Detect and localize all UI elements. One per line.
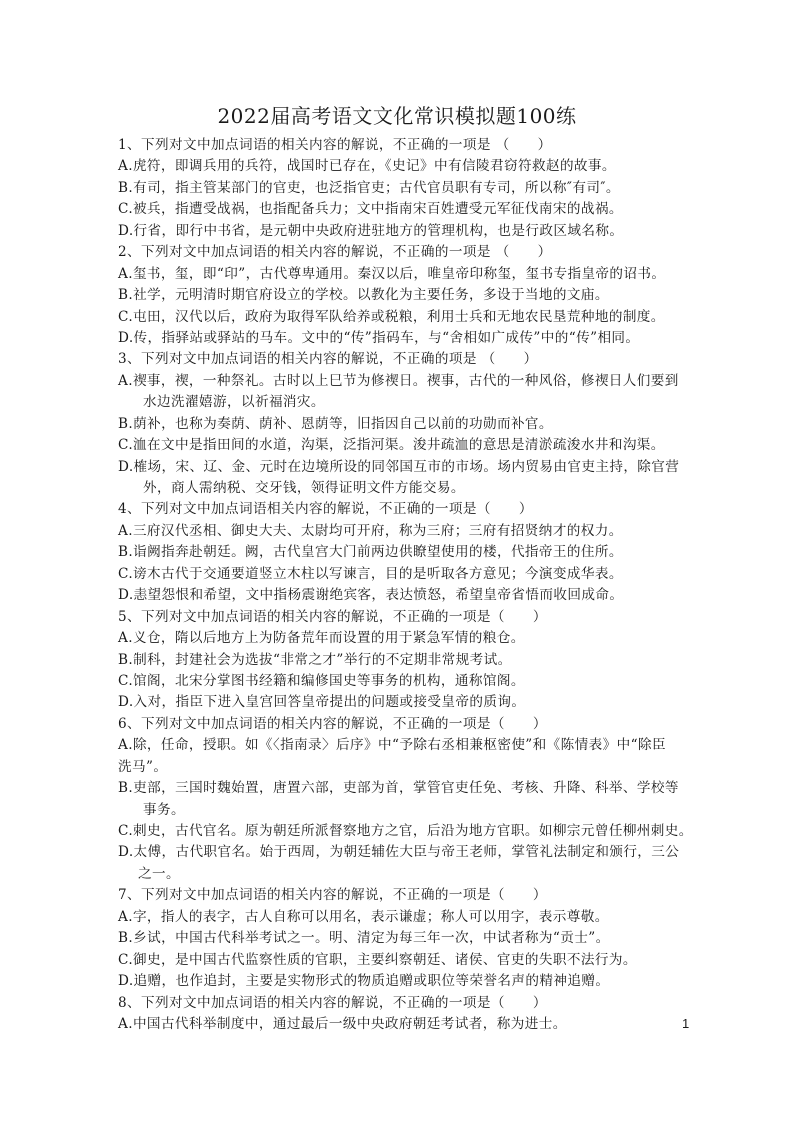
document-body	[118, 135, 708, 1035]
answer-option: C.馆阁，北宋分掌图书经籍和编修国史等事务的机构，通称馆阁。	[118, 672, 525, 689]
option-continuation: 之一。	[138, 865, 180, 882]
answer-option: A.义仓，隋以后地方上为防备荒年而设置的用于紧急军情的粮仓。	[118, 630, 525, 647]
answer-option: C.刺史，古代官名。原为朝廷所派督察地方之官，后沿为地方官职。如柳宗元曾任柳州刺史。	[118, 823, 693, 839]
question-stem: 4、下列对文中加点词语相关内容的解说，不正确的一项是（ ）	[118, 501, 533, 518]
option-continuation: 水边洗濯嬉游，以祈福消灾。	[143, 394, 325, 411]
question-stem: 5、下列对文中加点词语的相关内容的解说，不正确的一项是（ ）	[118, 608, 547, 625]
question-stem: 6、下列对文中加点词语的相关内容的解说，不正确的一项是（ ）	[118, 715, 547, 732]
answer-option: C.谤木古代于交通要道竖立木柱以写谏言，目的是听取各方意见；今演变成华表。	[118, 565, 623, 582]
answer-option: B.有司，指主管某部门的官吏，也泛指官吏；古代官员职有专司，所以称″有司″。	[118, 179, 620, 196]
answer-option: A.禊事，禊，一种祭礼。古时以上巳节为修禊日。禊事，古代的一种风俗，修禊日人们要到	[118, 372, 679, 389]
answer-option: A.除，任命，授职。如《〈指南录〉后序》中“予除右丞相兼枢密使”和《陈情表》中“除臣	[118, 737, 666, 754]
answer-option: B.吏部，三国时魏始置，唐置六部，吏部为首，掌管官吏任免、考核、升降、科举、学校等	[118, 780, 679, 797]
answer-option: B.诣阙指奔赴朝廷。阙，古代皇宫大门前两边供瞭望使用的楼，代指帝王的住所。	[118, 544, 623, 561]
option-continuation: 外，商人需纳税、交牙钱，领得证明文件方能交易。	[143, 480, 465, 496]
question-stem: 1、下列对文中加点词语的相关内容的解说，不正确的一项是 （ ）	[118, 137, 552, 153]
answer-option: A.虎符，即调兵用的兵符，战国时已存在，《史记》中有信陵君窃符救赵的故事。	[118, 158, 616, 175]
answer-option: D.恚望怨恨和希望，文中指杨震谢绝宾客，表达愤怒，希望皇帝省悟而收回成命。	[118, 587, 624, 604]
answer-option: D.行省，即行中书省，是元朝中央政府进驻地方的管理机构，也是行政区域名称。	[118, 222, 624, 239]
answer-option: B.社学，元明清时期官府设立的学校。以教化为主要任务，多设于当地的文庙。	[118, 287, 609, 304]
answer-option: D.入对，指臣下进入皇宫回答皇帝提出的问题或接受皇帝的质询。	[118, 694, 526, 711]
option-continuation: 事务。	[143, 801, 185, 818]
question-stem: 2、下列对文中加点词语的相关内容的解说，不正确的一项是 （ ）	[118, 244, 552, 261]
answer-option: B.荫补，也称为奏荫、荫补、恩荫等，旧指因自己以前的功勋而补官。	[118, 415, 553, 432]
question-stem: 8、下列对文中加点词语的相关内容的解说，不正确的一项是（ ）	[118, 994, 547, 1011]
answer-option: C.被兵，指遭受战祸，也指配备兵力；文中指南宋百姓遭受元军征伐南宋的战祸。	[118, 201, 623, 218]
document-title: 2022届高考语文文化常识模拟题100练	[217, 104, 577, 128]
answer-option: A.玺书，玺，即“印”，古代尊卑通用。秦汉以后，唯皇帝印称玺，玺书专指皇帝的诏书。	[118, 265, 666, 282]
answer-option: B.制科，封建社会为选拔“非常之才”举行的不定期非常规考试。	[118, 651, 512, 668]
answer-option: D.太傅，古代职官名。始于西周，为朝廷辅佐大臣与帝王老师，掌管礼法制定和颁行，三公	[118, 844, 680, 861]
answer-option: 洗马”。	[118, 758, 168, 775]
answer-option: A.中国古代科举制度中，通过最后一级中央政府朝廷考试者，称为进士。	[118, 1015, 567, 1032]
answer-option: D.追赠，也作追封，主要是实物形式的物质追赠或职位等荣誉名声的精神追赠。	[118, 973, 610, 990]
answer-option: D.传，指驿站或驿站的马车。文中的“传”指码车，与“舍相如广成传”中的“传”相同。	[118, 329, 640, 346]
question-stem: 3、下列对文中加点词语的相关内容的解说，不正确的项是 （ ）	[118, 351, 538, 368]
answer-option: D.榷场，宋、辽、金、元时在边境所设的同邻国互市的市场。场内贸易由官吏主持，除官营	[118, 458, 680, 475]
answer-option: C.屯田，汉代以后，政府为取得军队给养或税粮，利用士兵和无地农民垦荒种地的制度。	[118, 308, 665, 325]
question-stem: 7、下列对文中加点词语的相关内容的解说，不正确的一项是（ ）	[118, 887, 547, 904]
answer-option: C.洫在文中是指田间的水道，沟渠，泛指河渠。浚井疏洫的意思是清淤疏浚水井和沟渠。	[118, 437, 665, 454]
answer-option: C.御史，是中国古代监察性质的官职，主要纠察朝廷、诸侯、官吏的失职不法行为。	[118, 951, 637, 968]
answer-option: A.三府汉代丞相、御史大夫、太尉均可开府，称为三府；三府有招贤纳才的权力。	[118, 522, 623, 539]
answer-option: A.字，指人的表字，古人自称可以用名，表示谦虚；称人可以用字，表示尊敬。	[118, 908, 609, 925]
page-number: 1	[682, 1016, 690, 1031]
answer-option: B.乡试，中国古代科举考试之一。明、清定为每三年一次，中试者称为“贡士”。	[118, 930, 610, 947]
